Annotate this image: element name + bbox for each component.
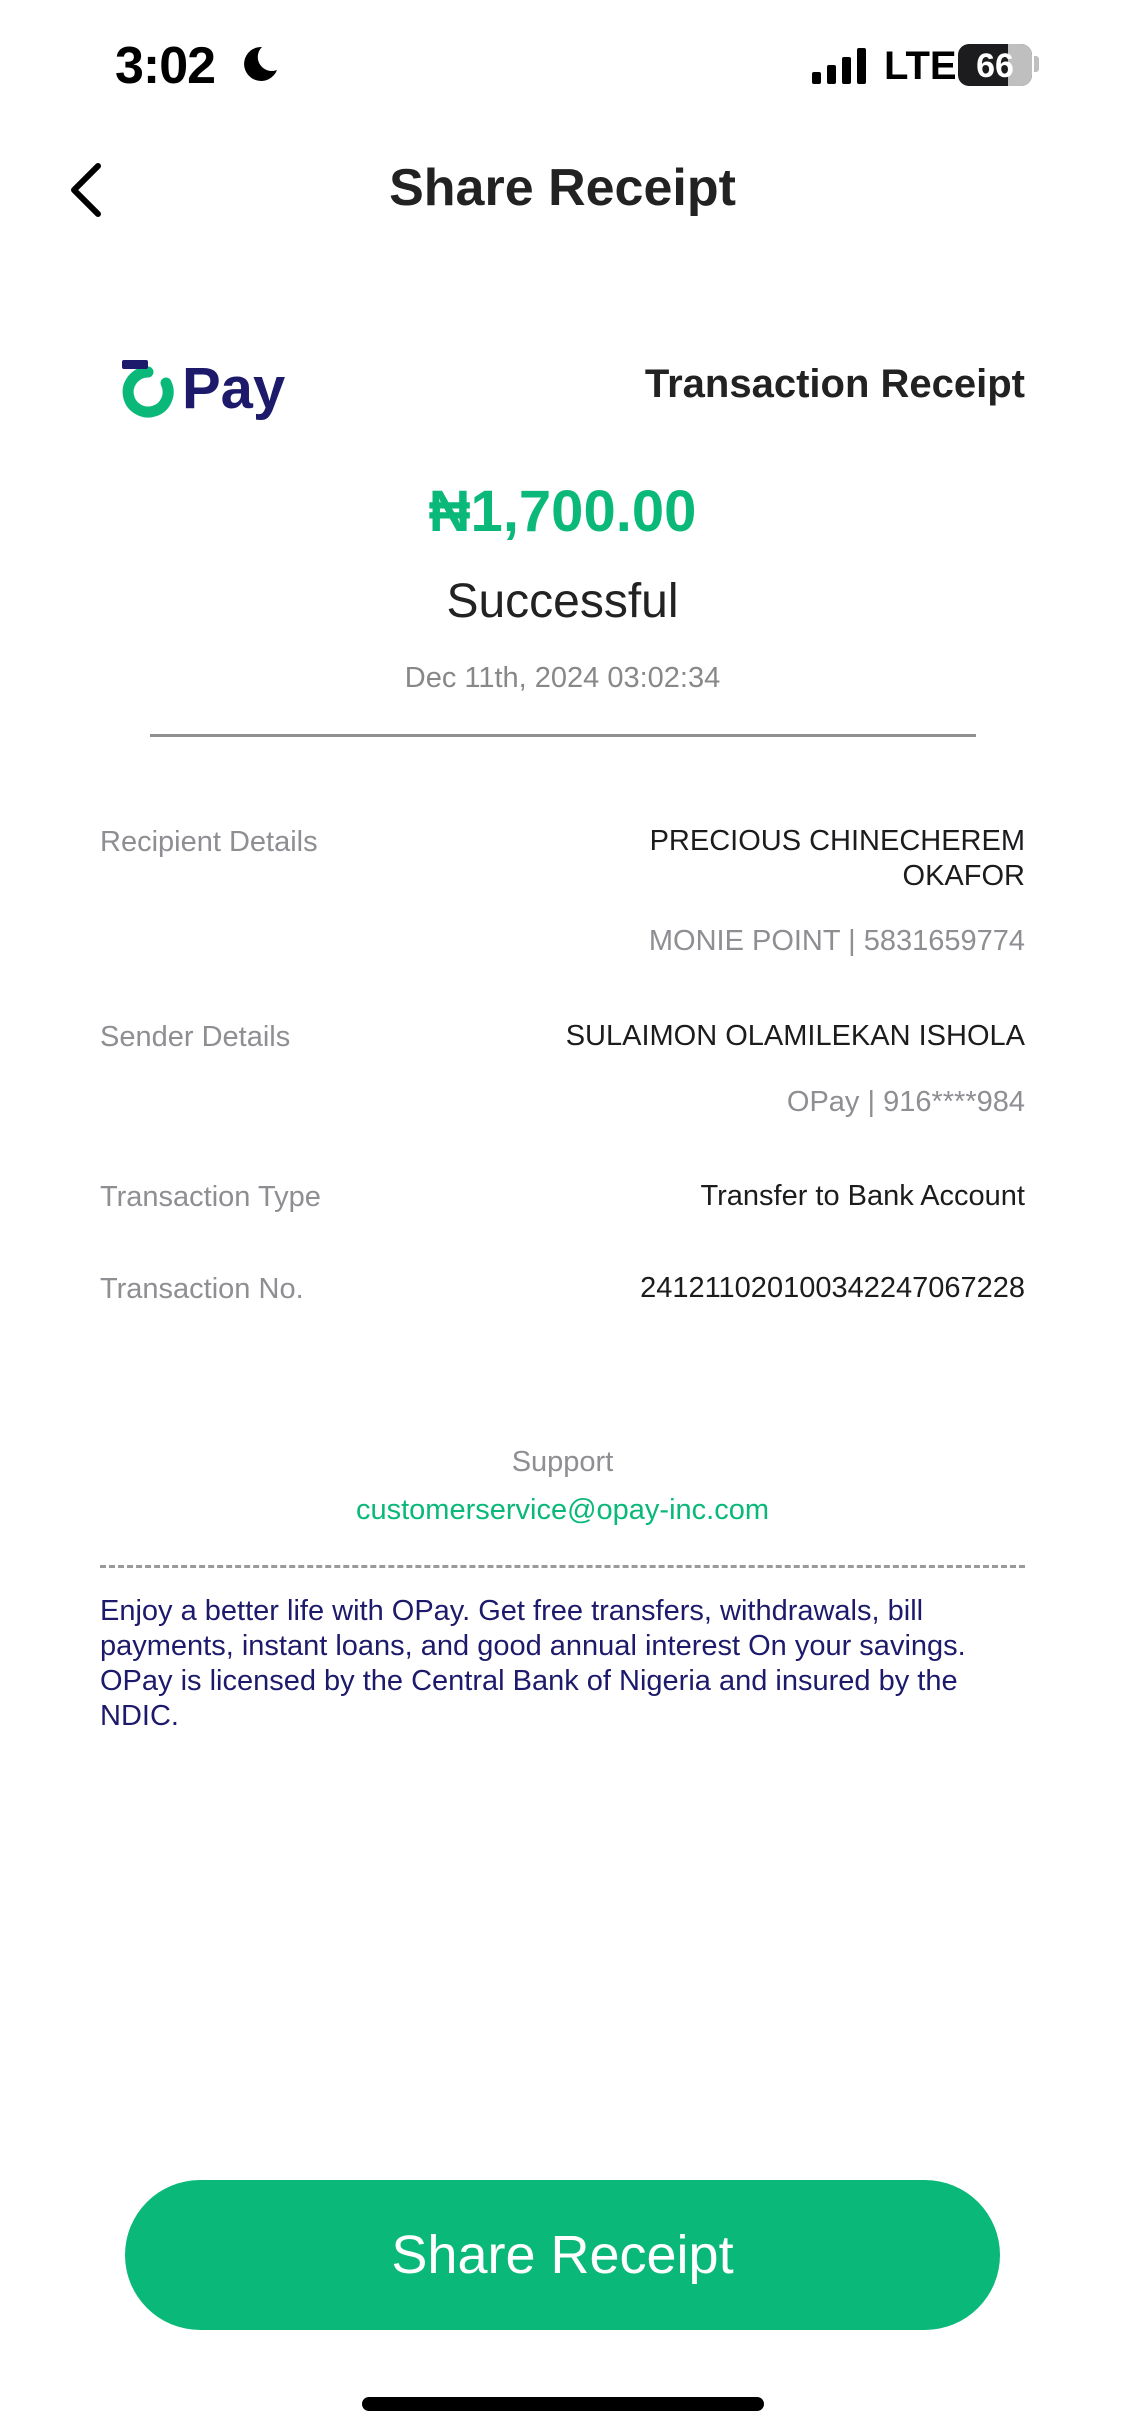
transaction-datetime: Dec 11th, 2024 03:02:34 xyxy=(404,662,721,694)
promo-text: Enjoy a better life with OPay. Get free transfers, withdrawals, bill payments, instant loans, and good annual interest On your savings. OPay is licensed by the Central Bank of Nigeria and insured by the NDIC. xyxy=(100,1595,966,1732)
page-title: Share Receipt xyxy=(389,159,736,217)
transaction-status: Successful xyxy=(446,575,679,628)
transaction-amount: ₦1,700.00 xyxy=(428,479,697,544)
dashed-divider xyxy=(100,1565,1025,1568)
transaction-type-value: Transfer to Bank Account xyxy=(700,1180,1025,1212)
transaction-number-label: Transaction No. xyxy=(100,1273,304,1305)
transaction-number-value: 241211020100342247067228 xyxy=(640,1272,1025,1304)
transaction-type-label: Transaction Type xyxy=(100,1181,321,1213)
moon-icon xyxy=(240,44,280,84)
recipient-label: Recipient Details xyxy=(100,826,318,858)
home-indicator xyxy=(362,2397,764,2411)
sender-name: SULAIMON OLAMILEKAN ISHOLA xyxy=(565,1020,1025,1052)
divider xyxy=(150,734,976,737)
share-receipt-button[interactable]: Share Receipt xyxy=(125,2180,1000,2330)
svg-text:Pay: Pay xyxy=(182,356,286,421)
support-label: Support xyxy=(511,1446,614,1478)
opay-logo xyxy=(118,352,308,432)
recipient-name-line2: OKAFOR xyxy=(902,860,1025,892)
battery-level: 66 xyxy=(976,47,1014,85)
battery-nub xyxy=(1034,56,1039,72)
support-email-link[interactable]: customerservice@opay-inc.com xyxy=(355,1494,769,1526)
sender-account: OPay | 916****984 xyxy=(786,1086,1025,1118)
recipient-name-line1: PRECIOUS CHINECHEREM xyxy=(649,825,1025,857)
receipt-heading: Transaction Receipt xyxy=(644,362,1025,406)
status-time: 3:02 xyxy=(115,37,216,95)
network-type: LTE xyxy=(884,44,957,88)
battery-icon xyxy=(958,44,1032,86)
signal-bars-icon xyxy=(812,48,868,84)
sender-label: Sender Details xyxy=(100,1021,291,1053)
recipient-account: MONIE POINT | 5831659774 xyxy=(648,925,1025,957)
